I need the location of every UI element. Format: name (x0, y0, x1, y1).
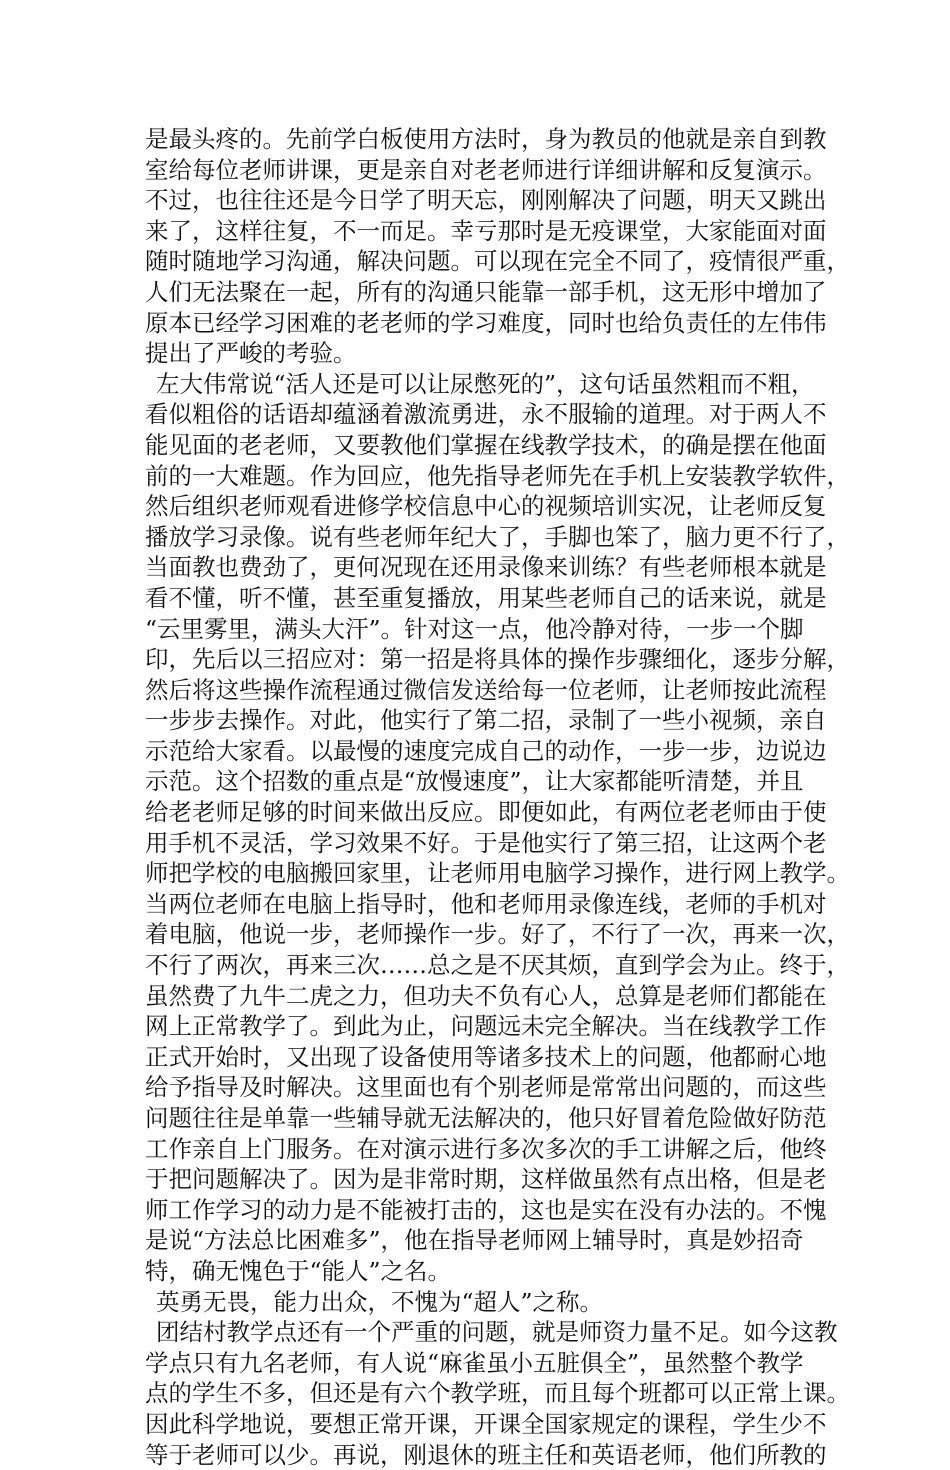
text-line: 学点只有九名老师，有人说“麻雀虽小五脏俱全”，虽然整个教学 (145, 1348, 804, 1377)
text-line: 网上正常教学了。到此为止，问题远未完全解决。当在线教学工作 (145, 1012, 827, 1041)
text-line: 前的一大难题。作为回应，他先指导老师先在手机上安装教学软件， (145, 461, 850, 490)
text-line: 看不懂，听不懂，甚至重复播放，用某些老师自己的话来说，就是 (145, 583, 827, 612)
text-line: 用手机不灵活，学习效果不好。于是他实行了第三招，让这两个老 (145, 828, 827, 857)
text-line: 看似粗俗的话语却蕴涵着激流勇进，永不服输的道理。对于两人不 (145, 400, 827, 429)
text-line: 是最头疼的。先前学白板使用方法时，身为教员的他就是亲自到教 (145, 125, 827, 153)
text-line: 室给每位老师讲课，更是亲自对老老师进行详细讲解和反复演示。 (145, 155, 827, 184)
text-line: 问题往往是单靠一些辅导就无法解决的，他只好冒着危险做好防范 (145, 1104, 827, 1132)
text-line: 等于老师可以少。再说，刚退休的班主任和英语老师，他们所教的 (145, 1440, 827, 1469)
text-line: 然后将这些操作流程通过微信发送给每一位老师，让老师按此流程 (145, 675, 827, 704)
text-line: 因此科学地说，要想正常开课，开课全国家规定的课程，学生少不 (145, 1409, 827, 1438)
text-line: 给予指导及时解决。这里面也有个别老师是常常出问题的，而这些 (145, 1073, 827, 1102)
text-line: 然后组织老师观看进修学校信息中心的视频培训实况，让老师反复 (145, 492, 827, 521)
text-line: 不行了两次，再来三次……总之是不厌其烦，直到学会为止。终于， (145, 951, 850, 980)
text-line: 着电脑，他说一步，老师操作一步。好了，不行了一次，再来一次， (145, 920, 850, 949)
paragraph-start-line: 左大伟常说“活人还是可以让尿憋死的”，这句话虽然粗而不粗， (156, 369, 815, 398)
text-line: 示范给大家看。以最慢的速度完成自己的动作，一步一步，边说边 (145, 736, 827, 765)
text-line: 特，确无愧色于“能人”之名。 (145, 1256, 452, 1285)
text-line: 正式开始时，又出现了设备使用等诸多技术上的问题，他都耐心地 (145, 1042, 827, 1071)
text-line: 师把学校的电脑搬回家里，让老师用电脑学习操作，进行网上教学。 (145, 859, 850, 888)
text-line: 提出了严峻的考验。 (145, 339, 357, 368)
text-line: 给老老师足够的时间来做出反应。即便如此，有两位老老师由于使 (145, 798, 827, 827)
text-line: 师工作学习的动力是不能被打击的，这也是实在没有办法的。不愧 (145, 1195, 827, 1224)
text-line: 能见面的老老师，又要教他们掌握在线教学技术，的确是摆在他面 (145, 430, 827, 459)
text-line: 一步步去操作。对此，他实行了第二招，录制了一些小视频，亲自 (145, 706, 827, 735)
text-line: 人们无法聚在一起，所有的沟通只能靠一部手机，这无形中增加了 (145, 277, 827, 306)
body-text (145, 124, 850, 1470)
text-line: 工作亲自上门服务。在对演示进行多次多次的手工讲解之后，他终 (145, 1134, 827, 1163)
paragraph-start-line: 英勇无畏，能力出众，不愧为“超人”之称。 (156, 1287, 604, 1316)
text-line: 随时随地学习沟通，解决问题。可以现在完全不同了，疫情很严重， (145, 247, 850, 276)
text-line: 示范。这个招数的重点是“放慢速度”，让大家都能听清楚，并且 (145, 767, 804, 796)
text-line: 当面教也费劲了，更何况现在还用录像来训练？有些老师根本就是 (145, 553, 827, 582)
text-line: 虽然费了九牛二虎之力，但功夫不负有心人，总算是老师们都能在 (145, 981, 827, 1010)
text-line: 印，先后以三招应对：第一招是将具体的操作步骤细化，逐步分解， (145, 645, 850, 674)
text-line: 于把问题解决了。因为是非常时期，这样做虽然有点出格，但是老 (145, 1165, 827, 1194)
text-line: 是说“方法总比困难多”，他在指导老师网上辅导时，真是妙招奇 (145, 1226, 804, 1255)
text-line: “云里雾里，满头大汗”。针对这一点，他冷静对待，一步一个脚 (145, 614, 804, 643)
text-line: 播放学习录像。说有些老师年纪大了，手脚也笨了，脑力更不行了， (145, 522, 850, 551)
paragraph-start-line: 团结村教学点还有一个严重的问题，就是师资力量不足。如今这教 (156, 1318, 838, 1347)
text-line: 当两位老师在电脑上指导时，他和老师用录像连线，老师的手机对 (145, 889, 827, 918)
text-line: 点的学生不多，但还是有六个教学班，而且每个班都可以正常上课。 (145, 1379, 850, 1408)
text-line: 不过，也往往还是今日学了明天忘，刚刚解决了问题，明天又跳出 (145, 186, 827, 215)
text-line: 来了，这样往复，不一而足。幸亏那时是无疫课堂，大家能面对面 (145, 216, 827, 245)
text-line: 原本已经学习困难的老老师的学习难度，同时也给负责任的左伟伟 (145, 308, 827, 337)
